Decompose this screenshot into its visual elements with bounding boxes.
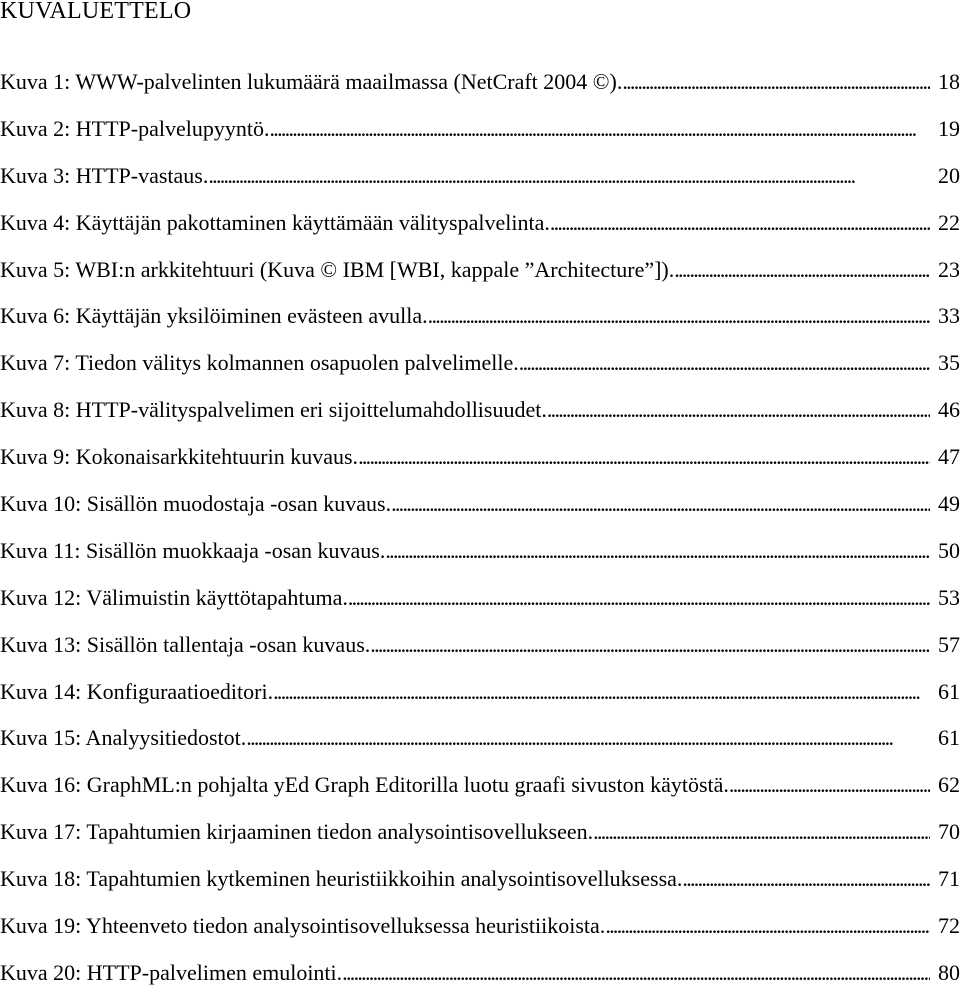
list-item	[0, 443, 960, 490]
list-item	[0, 68, 960, 115]
entry-label: Kuva 4: Käyttäjän pakottaminen käyttämään välityspalvelinta.	[0, 209, 550, 235]
dot-leader	[605, 912, 930, 940]
list-item	[0, 162, 960, 209]
list-item	[0, 865, 960, 912]
dot-leader	[622, 68, 930, 96]
dot-leader	[358, 443, 930, 471]
list-item	[0, 959, 960, 1006]
list-item	[0, 537, 960, 584]
entry-page-number: 70	[938, 819, 960, 845]
entry-page-number: 22	[938, 209, 960, 235]
entry-page-number: 33	[938, 303, 960, 329]
entry-page-number: 61	[938, 678, 960, 704]
entry-label: Kuva 6: Käyttäjän yksilöiminen evästeen avulla.	[0, 303, 428, 329]
entry-label: Kuva 9: Kokonaisarkkitehtuurin kuvaus.	[0, 444, 359, 470]
entry-label: Kuva 7: Tiedon välitys kolmannen osapuolen palvelimelle.	[0, 350, 519, 376]
dot-leader	[593, 818, 930, 846]
list-item	[0, 631, 960, 678]
dot-leader	[428, 302, 930, 330]
entry-label: Kuva 18: Tapahtumien kytkeminen heuristiikkoihin analysointisovelluksessa.	[0, 866, 683, 892]
entry-page-number: 18	[938, 69, 960, 94]
dot-leader	[208, 162, 930, 190]
entry-page-number: 72	[938, 913, 960, 939]
list-item	[0, 256, 960, 303]
list-item	[0, 678, 960, 725]
dot-leader	[682, 865, 930, 893]
entry-label: Kuva 2: HTTP-palvelupyyntö.	[0, 115, 270, 141]
entry-label: Kuva 14: Konfiguraatioeditori.	[0, 678, 274, 704]
list-item	[0, 771, 960, 818]
dot-leader	[519, 349, 930, 377]
entry-page-number: 35	[938, 350, 960, 376]
list-item	[0, 912, 960, 959]
dot-leader	[342, 959, 930, 987]
entry-label: Kuva 16: GraphML:n pohjalta yEd Graph Editorilla luotu graafi sivuston käytöstä.	[0, 772, 729, 798]
entry-label: Kuva 12: Välimuistin käyttötapahtuma.	[0, 584, 348, 610]
dot-leader	[273, 678, 930, 706]
entry-page-number: 50	[938, 537, 960, 563]
dot-leader	[391, 490, 930, 518]
dot-leader	[269, 115, 930, 143]
list-item	[0, 115, 960, 162]
dot-leader	[550, 209, 930, 237]
entry-label: Kuva 10: Sisällön muodostaja -osan kuvaus.	[0, 491, 392, 517]
dot-leader	[370, 631, 930, 659]
list-item	[0, 490, 960, 537]
entry-label: Kuva 1: WWW-palvelinten lukumäärä maailmassa (NetCraft 2004 ©).	[0, 69, 623, 94]
entry-label: Kuva 15: Analyysitiedostot.	[0, 725, 247, 751]
list-item	[0, 584, 960, 631]
list-item	[0, 209, 960, 256]
dot-leader	[385, 537, 930, 565]
entry-page-number: 71	[938, 866, 960, 892]
list-item	[0, 302, 960, 349]
entry-page-number: 62	[938, 772, 960, 798]
dot-leader	[674, 256, 930, 284]
entry-page-number: 47	[938, 444, 960, 470]
list-item	[0, 818, 960, 865]
dot-leader	[348, 584, 930, 612]
entry-page-number: 19	[938, 115, 960, 141]
page-title: KUVALUETTELO	[0, 0, 192, 24]
dot-leader	[729, 771, 930, 799]
list-item	[0, 724, 960, 771]
entry-page-number: 57	[938, 631, 960, 657]
entry-label: Kuva 17: Tapahtumien kirjaaminen tiedon analysointisovellukseen.	[0, 819, 594, 845]
entry-page-number: 46	[938, 397, 960, 423]
list-item	[0, 396, 960, 443]
entry-label: Kuva 13: Sisällön tallentaja -osan kuvaus.	[0, 631, 371, 657]
entry-page-number: 80	[938, 959, 960, 985]
entry-label: Kuva 5: WBI:n arkkitehtuuri (Kuva © IBM [WBI, kappale ”Architecture”]).	[0, 256, 675, 282]
entry-page-number: 20	[938, 162, 960, 188]
entry-page-number: 23	[938, 256, 960, 282]
entry-label: Kuva 20: HTTP-palvelimen emulointi.	[0, 959, 343, 985]
list-item	[0, 349, 960, 396]
entry-label: Kuva 11: Sisällön muokkaaja -osan kuvaus.	[0, 537, 386, 563]
dot-leader	[246, 724, 930, 752]
figure-list	[0, 68, 960, 1006]
entry-label: Kuva 8: HTTP-välityspalvelimen eri sijoittelumahdollisuudet.	[0, 397, 547, 423]
entry-page-number: 61	[938, 725, 960, 751]
dot-leader	[547, 396, 930, 424]
entry-page-number: 49	[938, 491, 960, 517]
entry-label: Kuva 19: Yhteenveto tiedon analysointisovelluksessa heuristiikoista.	[0, 913, 606, 939]
entry-page-number: 53	[938, 584, 960, 610]
entry-label: Kuva 3: HTTP-vastaus.	[0, 162, 209, 188]
